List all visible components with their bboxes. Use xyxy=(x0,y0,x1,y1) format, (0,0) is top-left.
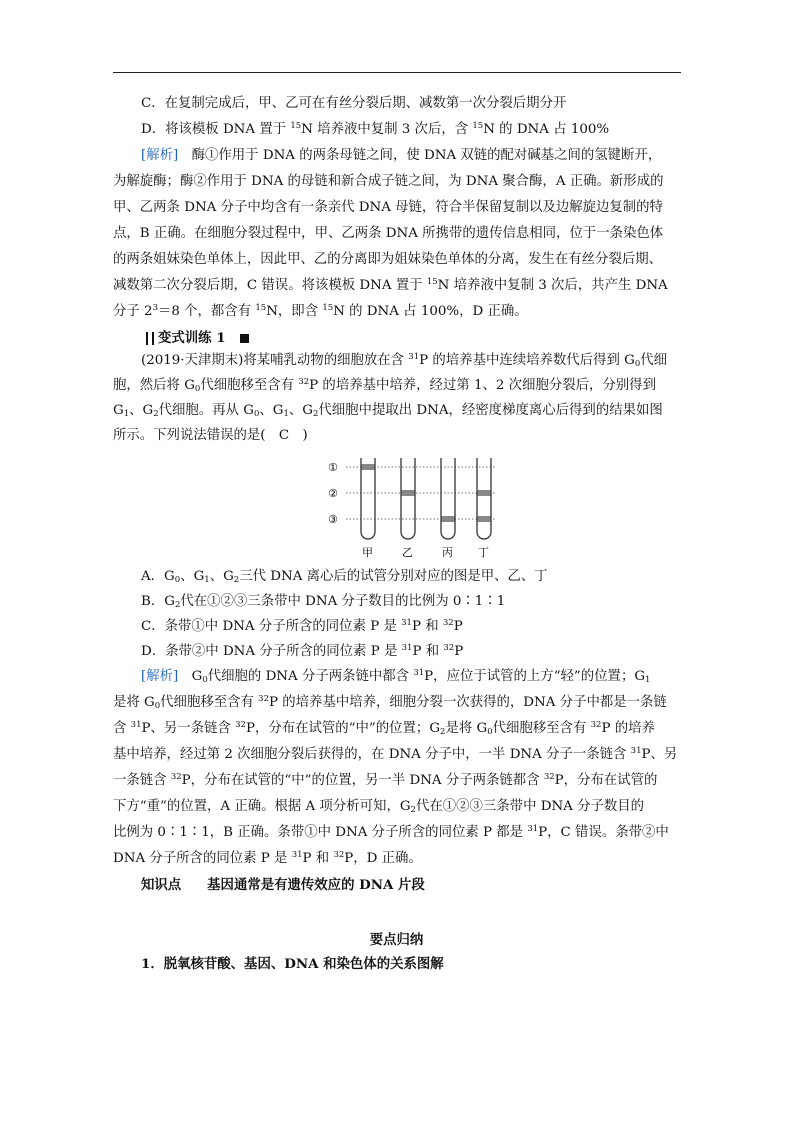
analysis1-line: 减数第二次分裂后期，C 错误。将该模板 DNA 置于 $^{15}$N 培养液中复制 3 次后，共产生 DNA xyxy=(113,277,668,293)
band-ding-3 xyxy=(478,516,491,522)
option-b: B．$G_2$代在①②③三条带中 DNA 分子数目的比例为 0∶1∶1 xyxy=(141,594,506,610)
analysis1-line: 为解旋酶；酶②作用于 DNA 的母链和新合成子链之间，为 DNA 聚合酶，A 正确。新形成的 xyxy=(113,174,664,189)
analysis1-line: 分子 $2^3=8$ 个，都含有 $^{15}$N，即含 $^{15}$N 的 DNA 占 100%，D 正确。 xyxy=(113,303,528,319)
analysis-tag: [解析] xyxy=(141,669,179,684)
analysis1-line: 点，B 正确。在细胞分裂过程中，甲、乙两条 DNA 所携带的遗传信息相同，位于一条染色体 xyxy=(113,226,664,241)
band-label-3: ③ xyxy=(328,513,338,526)
band-label-1: ① xyxy=(328,461,338,474)
analysis2-line: 一条链含 $^{32}$P，分布在试管的“中”的位置，另一半 DNA 分子两条链都含 $^{32}$P，分布在试管的 xyxy=(113,772,658,788)
summary-heading: 要点归纳 xyxy=(369,932,424,948)
option-d-prev: D．将该模板 DNA 置于 $^{15}$N 培养液中复制 3 次后，含 $^{15}$N 的 DNA 占 100% xyxy=(141,121,610,137)
band-bing-3 xyxy=(442,516,455,522)
analysis-tag: [解析] xyxy=(141,148,179,163)
knowledge-title: 基因通常是有遗传效应的 DNA 片段 xyxy=(207,877,425,893)
option-c-prev: C．在复制完成后，甲、乙可在有丝分裂后期、减数第一次分裂后期分开 xyxy=(141,96,567,111)
analysis2-line: 含 $^{31}$P、另一条链含 $^{32}$P，分布在试管的“中”的位置；$G_2$是将 $G_0$代细胞移至含有 $^{32}$P 的培养 xyxy=(113,720,655,737)
question-line: $G_1$、$G_2$代细胞。再从 $G_0$、$G_1$、$G_2$代细胞中提取出 DNA，经密度梯度离心后得到的结果如图 xyxy=(113,403,663,419)
band-label-2: ② xyxy=(328,487,338,500)
option-d: D．条带②中 DNA 分子所含的同位素 P 是 $^{31}$P 和 $^{32}$P xyxy=(141,643,464,659)
tube-label-ding: 丁 xyxy=(478,546,489,559)
question-line: (2019·天津期末)将某哺乳动物的细胞放在含 $^{31}$P 的培养基中连续培养数代后得到 $G_0$代细 xyxy=(141,352,668,369)
band-jia-1 xyxy=(362,464,375,470)
analysis2-line: 下方“重”的位置，A 正确。根据 A 项分析可知，$G_2$代在①②③三条带中 DNA 分子数目的 xyxy=(113,799,645,815)
bar-icon xyxy=(152,332,154,345)
analysis1-line: [解析] 酶①作用于 DNA 的两条母链之间，使 DNA 双链的配对碱基之间的氢键断开， xyxy=(141,148,662,163)
tube-ding xyxy=(477,458,491,539)
analysis2-line: [解析] $G_0$代细胞的 DNA 分子两条链中都含 $^{31}$P，应位于试管的上方“轻”的位置；$G_1$ xyxy=(141,668,651,685)
tube-yi xyxy=(401,458,415,539)
tube-jia xyxy=(361,458,375,539)
analysis2-line: 比例为 0∶1∶1，B 正确。条带①中 DNA 分子所含的同位素 P 都是 $^{31}$P，C 错误。条带②中 xyxy=(113,824,669,840)
band-yi-2 xyxy=(402,490,415,496)
option-a: A．$G_0$、$G_1$、$G_2$三代 DNA 离心后的试管分别对应的图是甲、乙、丁 xyxy=(141,569,548,585)
question-line: 所示。下列说法错误的是( C ) xyxy=(113,428,308,443)
tube-label-yi: 乙 xyxy=(402,546,413,559)
header-rule xyxy=(113,72,681,73)
tube-label-jia: 甲 xyxy=(362,546,373,559)
tube-bing xyxy=(441,458,455,539)
exercise-heading: 变式训练 1 xyxy=(146,329,249,351)
analysis2-line: 基中培养，经过第 2 次细胞分裂后获得的，在 DNA 分子中，一半 DNA 分子一条链含 $^{31}$P、另 xyxy=(113,746,678,762)
centrifuge-tubes-figure xyxy=(320,452,520,562)
band-ding-2 xyxy=(478,490,491,496)
analysis2-line: 是将 $G_0$代细胞移至含有 $^{32}$P 的培养基中培养，细胞分裂一次获得的，DNA 分子中都是一条链 xyxy=(113,694,667,711)
tube-label-bing: 丙 xyxy=(442,546,453,559)
square-icon xyxy=(240,334,249,343)
bar-icon xyxy=(146,332,148,345)
analysis2-line: DNA 分子所含的同位素 P 是 $^{31}$P 和 $^{32}$P，D 正确。 xyxy=(113,850,422,866)
knowledge-label: 知识点 xyxy=(141,877,182,893)
option-c: C．条带①中 DNA 分子所含的同位素 P 是 $^{31}$P 和 $^{32}$P xyxy=(141,618,463,634)
analysis1-line: 甲、乙两条 DNA 分子中均含有一条亲代 DNA 母链，符合半保留复制以及边解旋边复制的特 xyxy=(113,200,663,215)
analysis1-line: 的两条姐妹染色单体上，因此甲、乙的分离即为姐妹染色单体的分离，发生在有丝分裂后期、 xyxy=(113,252,663,267)
summary-item-1: 1．脱氧核苷酸、基因、DNA 和染色体的关系图解 xyxy=(141,956,444,972)
knowledge-point xyxy=(141,876,425,895)
question-line: 胞，然后将 $G_0$代细胞移至含有 $^{32}$P 的培养基中培养，经过第 1、2 次细胞分裂后，分别得到 xyxy=(113,377,656,394)
